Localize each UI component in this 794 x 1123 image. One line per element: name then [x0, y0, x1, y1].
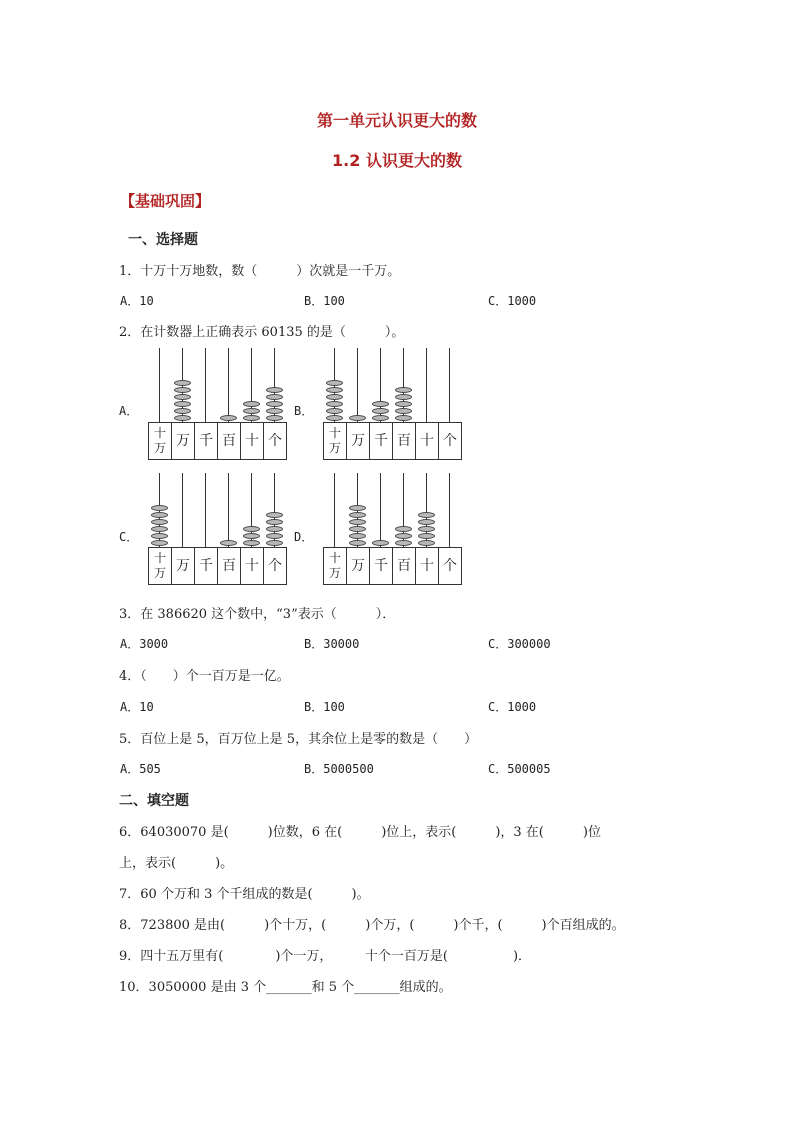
abacus-column-label: 千	[194, 547, 218, 585]
abacus-bead	[349, 505, 366, 511]
question-1: 1．十万十万地数，数（ ）次就是一千万。	[119, 264, 401, 279]
q1-option-b: B．100	[304, 294, 345, 308]
abacus-bead	[395, 401, 412, 407]
question-6-line-1: 6．64030070 是( )位数，6 在( )位上，表示( )，3 在( )位	[119, 825, 601, 840]
abacus-bead	[395, 540, 412, 546]
abacus-column-label: 万	[346, 547, 370, 585]
abacus-bead	[174, 387, 191, 393]
abacus-bead	[418, 512, 435, 518]
abacus-bead	[220, 540, 237, 546]
abacus-column-label: 万	[171, 422, 195, 460]
abacus-bead	[349, 533, 366, 539]
abacus-bead	[349, 512, 366, 518]
abacus-bead	[266, 526, 283, 532]
abacus-bead	[349, 415, 366, 421]
abacus-bead	[151, 533, 168, 539]
abacus-bead	[174, 394, 191, 400]
abacus-bead	[372, 408, 389, 414]
q2-option-a-label: A．	[119, 404, 139, 418]
q4-option-c: C．1000	[488, 700, 537, 714]
abacus-bead	[151, 519, 168, 525]
abacus-rod	[449, 348, 450, 422]
abacus-bead	[349, 519, 366, 525]
abacus-bead	[326, 401, 343, 407]
abacus-column-label: 万	[346, 422, 370, 460]
abacus-bead	[326, 408, 343, 414]
abacus-rod	[228, 348, 229, 422]
q2-option-c-label: C．	[119, 530, 139, 544]
q4-option-b: B．100	[304, 700, 345, 714]
abacus-rod	[205, 348, 206, 422]
abacus-column-label: 十 万	[148, 547, 172, 585]
abacus-bead	[326, 387, 343, 393]
abacus-bead	[266, 540, 283, 546]
abacus-bead	[349, 540, 366, 546]
abacus-bead	[151, 540, 168, 546]
abacus-bead	[151, 505, 168, 511]
q5-option-a: A．505	[120, 762, 161, 776]
abacus-bead	[395, 415, 412, 421]
question-6-line-2: 上，表示( )。	[119, 856, 234, 871]
abacus-bead	[243, 526, 260, 532]
q5-option-c: C．500005	[488, 762, 551, 776]
abacus-bead	[243, 408, 260, 414]
abacus-bead	[266, 394, 283, 400]
abacus-bead	[151, 526, 168, 532]
part2-heading: 二、填空题	[119, 793, 189, 809]
abacus-column-label: 个	[263, 547, 287, 585]
abacus-column-label: 百	[392, 547, 416, 585]
abacus-column-label: 个	[438, 422, 462, 460]
question-9: 9．四十五万里有( )个一万， 十个一百万是( )．	[119, 949, 532, 964]
abacus-bead	[418, 519, 435, 525]
abacus-bead	[395, 387, 412, 393]
abacus-bead	[266, 519, 283, 525]
abacus-bead	[174, 408, 191, 414]
question-10: 10．3050000 是由 3 个_______和 5 个_______组成的。	[119, 980, 452, 995]
abacus-bead	[174, 401, 191, 407]
abacus-rod	[334, 473, 335, 547]
abacus-bead	[151, 512, 168, 518]
abacus-column-label: 十 万	[323, 547, 347, 585]
abacus-column-label: 十	[240, 422, 264, 460]
abacus-rod	[357, 348, 358, 422]
abacus-column-label: 个	[263, 422, 287, 460]
abacus-rod	[380, 473, 381, 547]
abacus-bead	[266, 387, 283, 393]
abacus-bead	[220, 415, 237, 421]
abacus-column-label: 百	[392, 422, 416, 460]
abacus-bead	[418, 526, 435, 532]
abacus-column-label: 十	[415, 547, 439, 585]
abacus-rod	[228, 473, 229, 547]
abacus-bead	[395, 533, 412, 539]
q4-option-a: A．10	[120, 700, 154, 714]
question-8: 8．723800 是由( )个十万，( )个万，( )个千，( )个百组成的。	[119, 918, 625, 933]
abacus-column-label: 十	[240, 547, 264, 585]
abacus-column-label: 千	[369, 422, 393, 460]
q5-option-b: B．5000500	[304, 762, 374, 776]
abacus-column-label: 个	[438, 547, 462, 585]
abacus-bead	[349, 526, 366, 532]
abacus-bead	[395, 394, 412, 400]
abacus-bead	[395, 526, 412, 532]
abacus-rod	[159, 348, 160, 422]
abacus-column-label: 万	[171, 547, 195, 585]
question-2: 2．在计数器上正确表示 60135 的是（ ）。	[119, 325, 405, 340]
abacus-bead	[243, 540, 260, 546]
abacus-bead	[418, 540, 435, 546]
abacus-column-label: 十 万	[148, 422, 172, 460]
abacus-rod	[182, 473, 183, 547]
abacus-bead	[266, 408, 283, 414]
page-subtitle: 1.2 认识更大的数	[332, 151, 462, 170]
abacus-bead	[174, 415, 191, 421]
question-5: 5．百位上是 5，百万位上是 5，其余位上是零的数是（ ）	[119, 732, 478, 747]
question-4: 4．（ ）个一百万是一亿。	[119, 669, 290, 684]
abacus-column-label: 十	[415, 422, 439, 460]
abacus-rod	[205, 473, 206, 547]
abacus-bead	[243, 533, 260, 539]
abacus-column-label: 百	[217, 547, 241, 585]
abacus-bead	[266, 533, 283, 539]
question-7: 7．60 个万和 3 个千组成的数是( )。	[119, 887, 370, 902]
abacus-bead	[372, 415, 389, 421]
question-3: 3．在 386620 这个数中，“3”表示（ ）．	[119, 607, 396, 622]
abacus-bead	[326, 394, 343, 400]
q1-option-c: C．1000	[488, 294, 537, 308]
abacus-bead	[243, 401, 260, 407]
abacus-rod	[449, 473, 450, 547]
abacus-bead	[266, 512, 283, 518]
page-title: 第一单元认识更大的数	[316, 111, 477, 130]
q2-option-b-label: B．	[294, 404, 314, 418]
abacus-column-label: 千	[369, 547, 393, 585]
abacus-bead	[326, 380, 343, 386]
q2-option-d-label: D．	[294, 530, 314, 544]
abacus-bead	[395, 408, 412, 414]
abacus-bead	[243, 415, 260, 421]
abacus-bead	[372, 540, 389, 546]
section-label: 【基础巩固】	[120, 192, 211, 210]
abacus-bead	[418, 533, 435, 539]
abacus-rod	[426, 348, 427, 422]
abacus-bead	[266, 401, 283, 407]
abacus-bead	[326, 415, 343, 421]
q3-option-c: C．300000	[488, 637, 551, 651]
abacus-bead	[372, 401, 389, 407]
q3-option-b: B．30000	[304, 637, 360, 651]
abacus-bead	[174, 380, 191, 386]
part1-heading: 一、选择题	[128, 232, 198, 248]
abacus-bead	[266, 415, 283, 421]
q1-option-a: A．10	[120, 294, 154, 308]
q3-option-a: A．3000	[120, 637, 169, 651]
abacus-column-label: 千	[194, 422, 218, 460]
abacus-column-label: 百	[217, 422, 241, 460]
abacus-column-label: 十 万	[323, 422, 347, 460]
